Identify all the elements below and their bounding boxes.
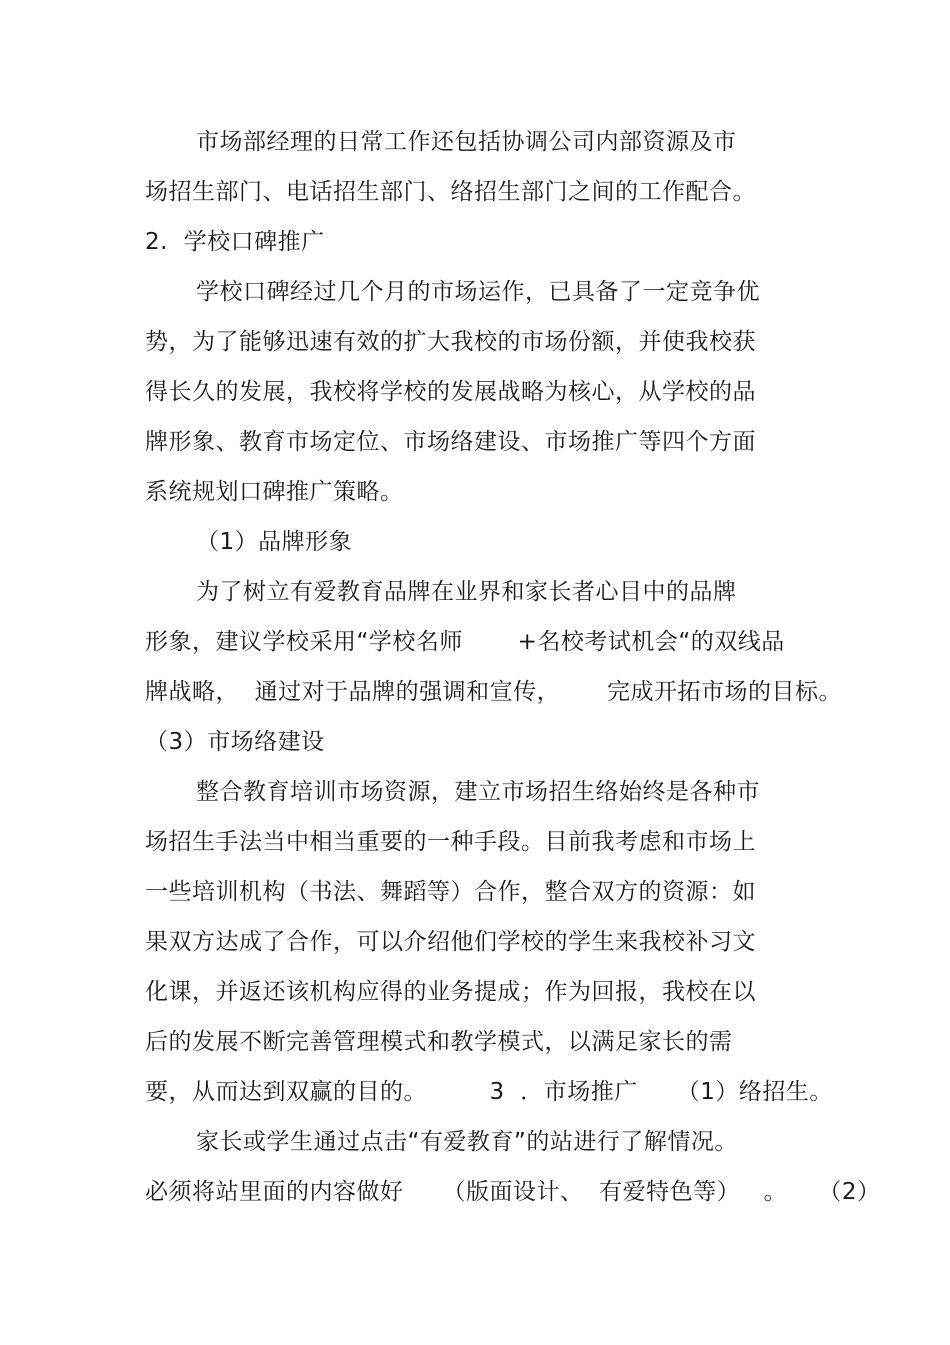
paragraph-line: 要，从而达到双赢的目的。 3 ．市场推广 （1）络招生。 <box>145 1079 833 1105</box>
section-heading: 2. 学校口碑推广 <box>145 229 325 255</box>
subsection-heading: （1）品牌形象 <box>196 529 353 555</box>
paragraph-line: 一些培训机构（书法、舞蹈等）合作，整合双方的资源：如 <box>145 879 756 905</box>
paragraph-line: 后的发展不断完善管理模式和教学模式，以满足家长的需 <box>145 1029 733 1055</box>
paragraph-line: 牌战略， 通过对于品牌的强调和宣传， 完成开拓市场的目标。 <box>145 679 842 705</box>
paragraph-line: 势，为了能够迅速有效的扩大我校的市场份额，并使我校获 <box>145 329 756 355</box>
subsection-heading: （3）市场络建设 <box>145 729 325 755</box>
paragraph-line: 化课，并返还该机构应得的业务提成；作为回报，我校在以 <box>145 979 756 1005</box>
paragraph-line: 市场部经理的日常工作还包括协调公司内部资源及市 <box>196 129 737 155</box>
paragraph-line: 形象，建议学校采用“学校名师 +名校考试机会“的双线品 <box>145 629 785 655</box>
paragraph-line: 得长久的发展，我校将学校的发展战略为核心，从学校的品 <box>145 379 756 405</box>
paragraph-line: 学校口碑经过几个月的市场运作，已具备了一定竞争优 <box>196 279 760 305</box>
paragraph-line: 必须将站里面的内容做好 （版面设计、 有爱特色等） 。 （2） <box>145 1179 881 1205</box>
paragraph-line: 场招生部门、电话招生部门、络招生部门之间的工作配合。 <box>145 179 756 205</box>
paragraph-line: 家长或学生通过点击“有爱教育”的站进行了解情况。 <box>196 1129 738 1155</box>
paragraph-line: 果双方达成了合作，可以介绍他们学校的学生来我校补习文 <box>145 929 756 955</box>
paragraph-line: 为了树立有爱教育品牌在业界和家长者心目中的品牌 <box>196 579 737 605</box>
paragraph-line: 整合教育培训市场资源，建立市场招生络始终是各种市 <box>196 779 760 805</box>
paragraph-line: 系统规划口碑推广策略。 <box>145 479 404 505</box>
paragraph-line: 牌形象、教育市场定位、市场络建设、市场推广等四个方面 <box>145 429 756 455</box>
paragraph-line: 场招生手法当中相当重要的一种手段。目前我考虑和市场上 <box>145 829 756 855</box>
